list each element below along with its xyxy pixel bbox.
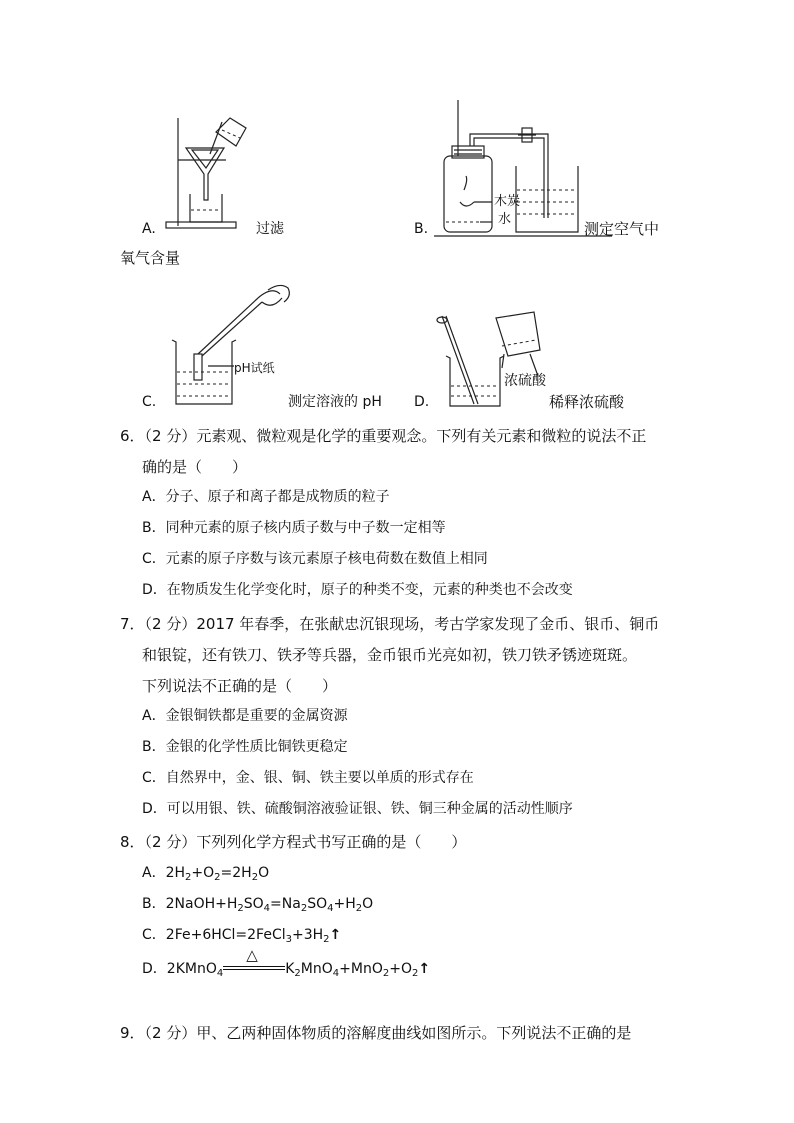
water-label: 水	[498, 212, 512, 227]
option-letter: B．	[142, 896, 166, 912]
question-6-option-c: C．元素的原子序数与该元素原子核电荷数在数值上相同	[142, 551, 488, 567]
question-7-stem-line-3: 下列说法不正确的是（ ）	[142, 677, 338, 695]
heat-triangle-icon: △	[246, 946, 258, 964]
question-8-option-d	[142, 946, 431, 979]
gas-arrow-icon: ↑	[418, 961, 431, 977]
question-7-option-b: B．金银的化学性质比铜铁更稳定	[142, 739, 348, 755]
figure-a-caption: 过滤	[256, 221, 284, 237]
equation-b: $2NaOH+H_2SO_4=Na_2SO_4+H_2O$	[165, 896, 374, 914]
question-8-option-a	[142, 864, 269, 882]
question-8-option-c	[142, 926, 341, 944]
question-7-option-a: A．金银铜铁都是重要的金属资源	[142, 708, 348, 724]
equation-a: $2H_2+O_2=2H_2O$	[165, 865, 270, 883]
option-letter: A．	[142, 865, 166, 881]
equation-c: $2Fe+6HCl=2FeCl_3+3H_2↑$	[165, 927, 342, 945]
question-9-stem: 9．（2 分）甲、乙两种固体物质的溶解度曲线如图所示。下列说法不正确的是	[120, 1024, 632, 1042]
question-6-option-d: D．在物质发生化学变化时，原子的种类不变，元素的种类也不会改变	[142, 582, 573, 598]
concentrated-acid-label: 浓硫酸	[504, 373, 546, 389]
heat-condition	[223, 946, 285, 976]
acid-dilution-apparatus-figure	[430, 306, 560, 410]
question-7-stem-line-1: 7．（2 分）2017 年春季，在张献忠沉银现场，考古学家发现了金币、银币、铜币	[120, 615, 660, 633]
option-letter: D．	[142, 961, 167, 977]
figure-b-letter: B.	[414, 221, 429, 237]
gas-arrow-icon: ↑	[329, 927, 342, 943]
option-letter: C．	[142, 927, 166, 943]
question-7-stem-line-2: 和银锭，还有铁刀、铁矛等兵器，金币银币光亮如初，铁刀铁矛锈迹斑斑。	[142, 646, 638, 664]
question-6-option-b: B．同种元素的原子核内质子数与中子数一定相等	[142, 520, 446, 536]
question-6-option-a: A．分子、原子和离子都是成物质的粒子	[142, 489, 390, 505]
question-7-option-d: D．可以用银、铁、硫酸铜溶液验证银、铁、铜三种金属的活动性顺序	[142, 801, 573, 817]
filtration-apparatus-figure	[160, 108, 260, 233]
charcoal-label: 木炭	[494, 194, 521, 209]
figure-d-letter: D.	[414, 394, 430, 410]
question-6-stem-line-2: 确的是（ ）	[142, 458, 248, 476]
question-8-stem: 8．（2 分）下列列化学方程式书写正确的是（ ）	[120, 833, 467, 851]
figure-b-caption-continued: 氧气含量	[120, 249, 181, 267]
ph-paper-label: pH试纸	[234, 361, 275, 375]
question-6-stem-line-1: 6．（2 分）元素观、微粒观是化学的重要观念。下列有关元素和微粒的说法不正	[120, 427, 647, 445]
figure-a-letter: A.	[142, 221, 156, 237]
figure-d-caption: 稀释浓硫酸	[549, 393, 625, 411]
ph-test-apparatus-figure	[168, 280, 298, 410]
figure-b-caption: 测定空气中	[584, 220, 660, 238]
equation-d: 2KMnO$_4$ △ $K_2MnO_4+MnO_2+O_2↑$	[166, 946, 431, 979]
figure-c-caption: 测定溶液的 pH	[288, 394, 382, 410]
question-7-option-c: C．自然界中，金、银、铜、铁主要以单质的形式存在	[142, 770, 474, 786]
figure-c-letter: C.	[142, 394, 157, 410]
question-8-option-b	[142, 895, 373, 913]
